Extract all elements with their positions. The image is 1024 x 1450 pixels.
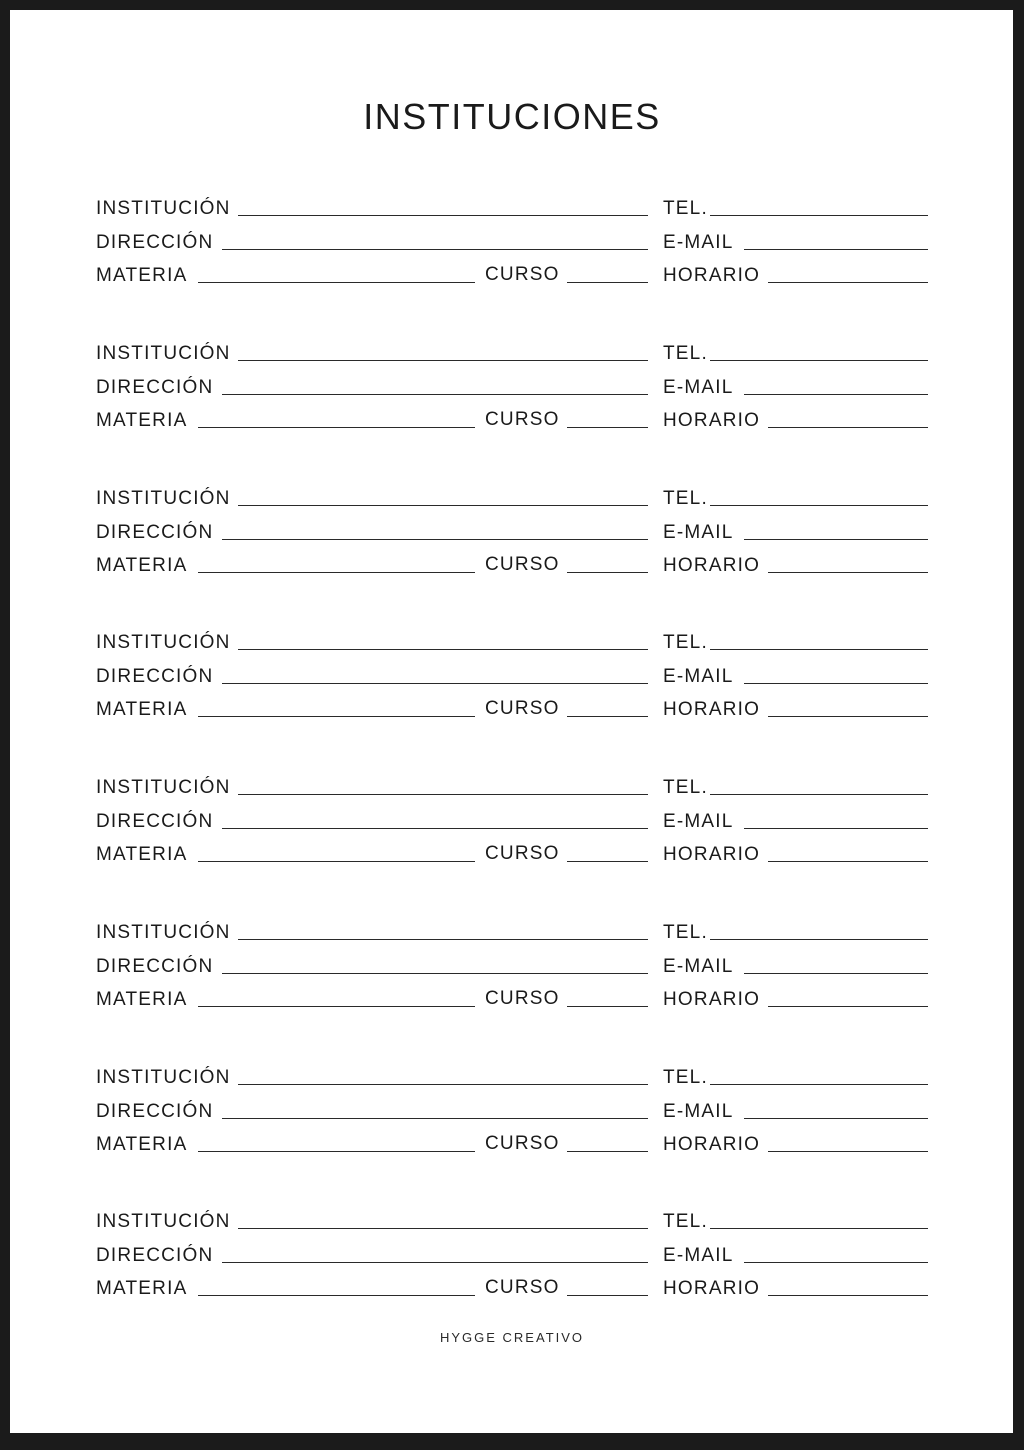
form-row xyxy=(0,777,1024,803)
email-field-line xyxy=(744,394,928,395)
institucion-label: INSTITUCIÓN xyxy=(96,343,231,364)
institution-block xyxy=(0,777,1024,887)
institucion-label: INSTITUCIÓN xyxy=(96,922,231,943)
direccion-label: DIRECCIÓN xyxy=(96,522,214,543)
materia-label: MATERIA xyxy=(96,1278,188,1299)
direccion-field-line xyxy=(222,539,648,540)
institucion-field-line xyxy=(238,505,648,506)
email-label: E-MAIL xyxy=(663,1101,734,1122)
email-label: E-MAIL xyxy=(663,666,734,687)
institucion-field-line xyxy=(238,939,648,940)
email-field-line xyxy=(744,828,928,829)
tel-label: TEL. xyxy=(663,343,708,364)
materia-label: MATERIA xyxy=(96,410,188,431)
form-row xyxy=(0,844,1024,870)
materia-field-line xyxy=(198,716,475,717)
curso-field-line xyxy=(567,1295,648,1296)
institucion-label: INSTITUCIÓN xyxy=(96,1211,231,1232)
horario-field-line xyxy=(768,716,928,717)
email-field-line xyxy=(744,249,928,250)
email-field-line xyxy=(744,683,928,684)
email-field-line xyxy=(744,973,928,974)
institucion-label: INSTITUCIÓN xyxy=(96,632,231,653)
direccion-field-line xyxy=(222,1118,648,1119)
curso-field-line xyxy=(567,1151,648,1152)
materia-field-line xyxy=(198,861,475,862)
tel-label: TEL. xyxy=(663,922,708,943)
form-row xyxy=(0,922,1024,948)
horario-field-line xyxy=(768,282,928,283)
curso-label: CURSO xyxy=(485,409,560,430)
curso-label: CURSO xyxy=(485,1277,560,1298)
email-field-line xyxy=(744,1262,928,1263)
institucion-label: INSTITUCIÓN xyxy=(96,1067,231,1088)
institucion-field-line xyxy=(238,360,648,361)
institution-block xyxy=(0,1067,1024,1177)
institucion-field-line xyxy=(238,794,648,795)
direccion-field-line xyxy=(222,973,648,974)
materia-label: MATERIA xyxy=(96,265,188,286)
curso-label: CURSO xyxy=(485,988,560,1009)
horario-field-line xyxy=(768,1151,928,1152)
tel-label: TEL. xyxy=(663,777,708,798)
tel-label: TEL. xyxy=(663,198,708,219)
horario-label: HORARIO xyxy=(663,1278,761,1299)
tel-label: TEL. xyxy=(663,1067,708,1088)
direccion-label: DIRECCIÓN xyxy=(96,232,214,253)
curso-field-line xyxy=(567,1006,648,1007)
curso-field-line xyxy=(567,572,648,573)
tel-field-line xyxy=(710,939,928,940)
curso-label: CURSO xyxy=(485,843,560,864)
tel-label: TEL. xyxy=(663,1211,708,1232)
form-row xyxy=(0,1278,1024,1304)
tel-field-line xyxy=(710,505,928,506)
materia-label: MATERIA xyxy=(96,699,188,720)
institution-block xyxy=(0,922,1024,1032)
form-row xyxy=(0,410,1024,436)
direccion-label: DIRECCIÓN xyxy=(96,811,214,832)
tel-label: TEL. xyxy=(663,488,708,509)
institution-block xyxy=(0,1211,1024,1321)
materia-field-line xyxy=(198,427,475,428)
horario-label: HORARIO xyxy=(663,410,761,431)
direccion-field-line xyxy=(222,394,648,395)
horario-field-line xyxy=(768,1295,928,1296)
direccion-label: DIRECCIÓN xyxy=(96,377,214,398)
materia-label: MATERIA xyxy=(96,555,188,576)
materia-field-line xyxy=(198,1006,475,1007)
form-row xyxy=(0,488,1024,514)
email-label: E-MAIL xyxy=(663,232,734,253)
institucion-label: INSTITUCIÓN xyxy=(96,488,231,509)
institution-block xyxy=(0,632,1024,742)
form-row xyxy=(0,1134,1024,1160)
curso-field-line xyxy=(567,282,648,283)
materia-field-line xyxy=(198,282,475,283)
institucion-label: INSTITUCIÓN xyxy=(96,777,231,798)
horario-field-line xyxy=(768,572,928,573)
email-field-line xyxy=(744,539,928,540)
materia-field-line xyxy=(198,1151,475,1152)
direccion-field-line xyxy=(222,828,648,829)
form-row xyxy=(0,522,1024,548)
institution-block xyxy=(0,488,1024,598)
form-row xyxy=(0,666,1024,692)
tel-field-line xyxy=(710,360,928,361)
direccion-label: DIRECCIÓN xyxy=(96,1245,214,1266)
email-label: E-MAIL xyxy=(663,377,734,398)
materia-label: MATERIA xyxy=(96,1134,188,1155)
horario-field-line xyxy=(768,861,928,862)
tel-field-line xyxy=(710,794,928,795)
horario-label: HORARIO xyxy=(663,1134,761,1155)
materia-label: MATERIA xyxy=(96,844,188,865)
horario-field-line xyxy=(768,427,928,428)
institucion-field-line xyxy=(238,1084,648,1085)
horario-field-line xyxy=(768,1006,928,1007)
form-row xyxy=(0,198,1024,224)
curso-label: CURSO xyxy=(485,698,560,719)
horario-label: HORARIO xyxy=(663,555,761,576)
curso-label: CURSO xyxy=(485,554,560,575)
email-field-line xyxy=(744,1118,928,1119)
direccion-label: DIRECCIÓN xyxy=(96,956,214,977)
institucion-field-line xyxy=(238,215,648,216)
materia-label: MATERIA xyxy=(96,989,188,1010)
form-row xyxy=(0,555,1024,581)
form-row xyxy=(0,989,1024,1015)
institucion-label: INSTITUCIÓN xyxy=(96,198,231,219)
horario-label: HORARIO xyxy=(663,844,761,865)
institucion-field-line xyxy=(238,649,648,650)
curso-field-line xyxy=(567,716,648,717)
page-title: INSTITUCIONES xyxy=(363,96,661,137)
footer-brand: HYGGE CREATIVO xyxy=(439,1330,585,1345)
form-row xyxy=(0,632,1024,658)
email-label: E-MAIL xyxy=(663,1245,734,1266)
tel-field-line xyxy=(710,649,928,650)
direccion-label: DIRECCIÓN xyxy=(96,666,214,687)
tel-field-line xyxy=(710,1228,928,1229)
direccion-field-line xyxy=(222,1262,648,1263)
horario-label: HORARIO xyxy=(663,989,761,1010)
horario-label: HORARIO xyxy=(663,699,761,720)
materia-field-line xyxy=(198,1295,475,1296)
tel-field-line xyxy=(710,1084,928,1085)
form-row xyxy=(0,1245,1024,1271)
email-label: E-MAIL xyxy=(663,956,734,977)
tel-field-line xyxy=(710,215,928,216)
form-row xyxy=(0,343,1024,369)
form-row xyxy=(0,232,1024,258)
form-row xyxy=(0,956,1024,982)
form-row xyxy=(0,811,1024,837)
email-label: E-MAIL xyxy=(663,811,734,832)
form-row xyxy=(0,1067,1024,1093)
horario-label: HORARIO xyxy=(663,265,761,286)
institution-block xyxy=(0,343,1024,453)
curso-label: CURSO xyxy=(485,1133,560,1154)
curso-field-line xyxy=(567,861,648,862)
institucion-field-line xyxy=(238,1228,648,1229)
form-row xyxy=(0,377,1024,403)
direccion-field-line xyxy=(222,683,648,684)
email-label: E-MAIL xyxy=(663,522,734,543)
form-row xyxy=(0,1101,1024,1127)
form-row xyxy=(0,1211,1024,1237)
form-row xyxy=(0,699,1024,725)
direccion-field-line xyxy=(222,249,648,250)
tel-label: TEL. xyxy=(663,632,708,653)
institution-block xyxy=(0,198,1024,308)
direccion-label: DIRECCIÓN xyxy=(96,1101,214,1122)
form-row xyxy=(0,265,1024,291)
curso-field-line xyxy=(567,427,648,428)
curso-label: CURSO xyxy=(485,264,560,285)
materia-field-line xyxy=(198,572,475,573)
